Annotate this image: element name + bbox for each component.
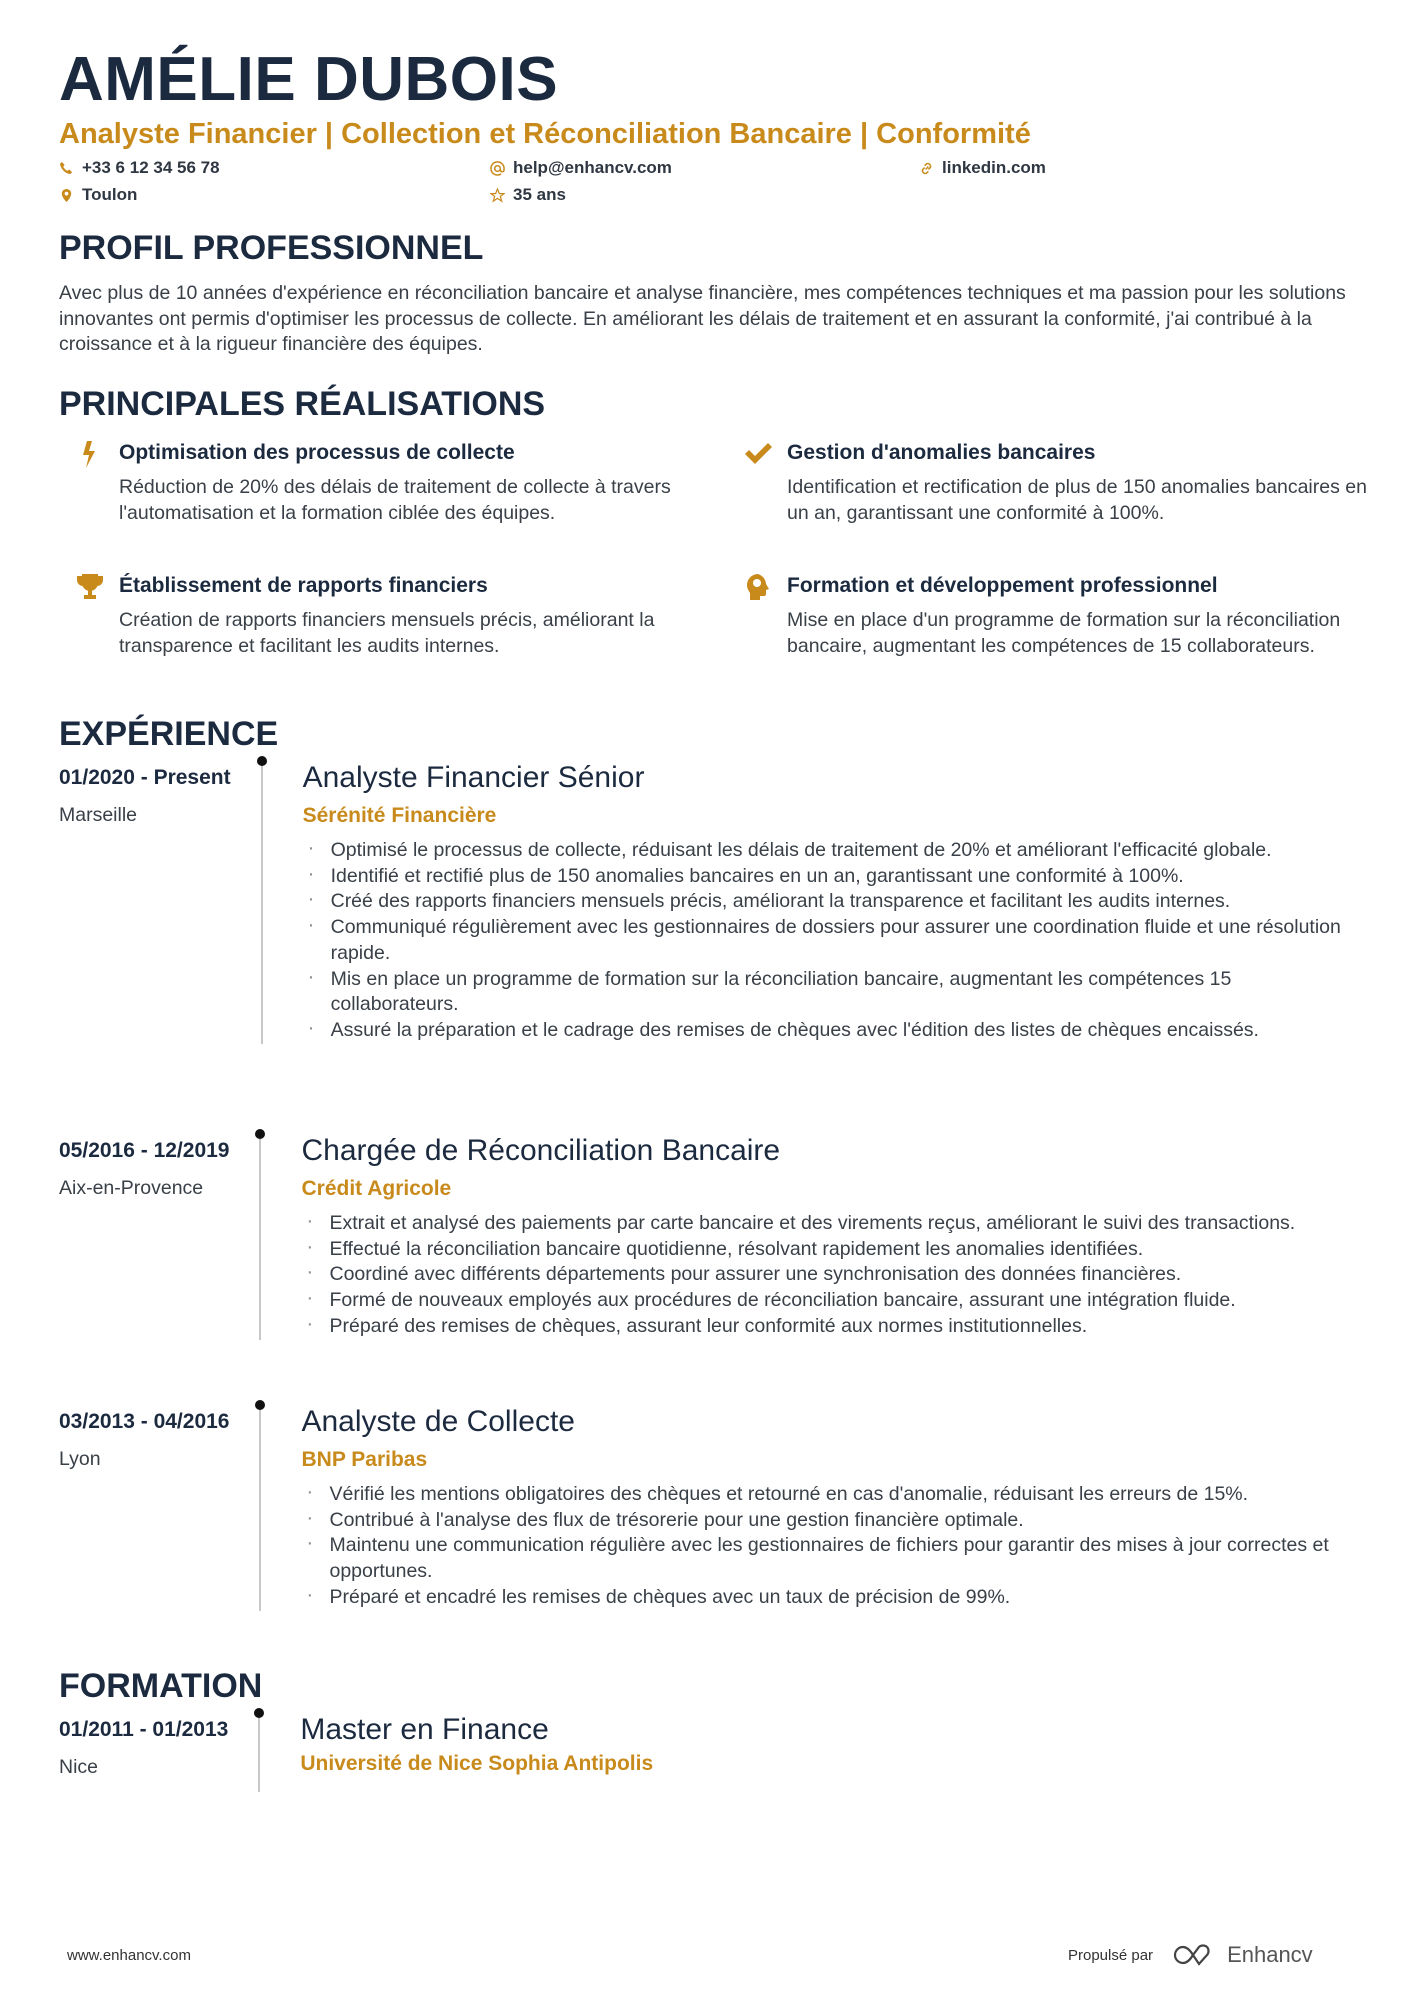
check-icon xyxy=(743,439,773,469)
enhancv-logo-text: Enhancv xyxy=(1227,1942,1313,1967)
headline: Analyste Financier | Collection et Réconciliation Bancaire | Conformité xyxy=(59,118,1031,150)
bullet-item: · Coordiné avec différents départements pour assurer une synchronisation des données financières. xyxy=(301,1262,1359,1288)
experience-date: 05/2016 - 12/2019 xyxy=(59,1139,230,1162)
bullet-item: · Mis en place un programme de formation sur la réconciliation bancaire, augmentant les compétences 15 collaborateurs. xyxy=(303,967,1359,1018)
achievement-item xyxy=(119,439,709,526)
experience-location: Marseille xyxy=(59,804,138,826)
experience-entry xyxy=(59,761,1359,1044)
achievement-title: Formation et développement professionnel xyxy=(787,574,1218,597)
achievement-desc: Mise en place d'un programme de formation sur la réconciliation bancaire, augmentant les compétences de 15 collaborateurs. xyxy=(787,609,1341,657)
enhancv-logo-icon xyxy=(1173,1943,1219,1967)
phone-text: +33 6 12 34 56 78 xyxy=(82,158,220,177)
location-text: Toulon xyxy=(82,185,138,204)
bullet-item: · Préparé des remises de chèques, assurant leur conformité aux normes institutionnelles. xyxy=(301,1314,1359,1340)
contact-phone xyxy=(59,158,220,178)
bullet-item: · Identifié et rectifié plus de 150 anomalies bancaires en un an, garantissant une conformité à 100%. xyxy=(303,864,1359,890)
bullet-item: · Effectué la réconciliation bancaire quotidienne, résolvant rapidement les anomalies identifiées. xyxy=(301,1237,1359,1263)
experience-entry xyxy=(59,1405,1359,1611)
job-title: Analyste de Collecte xyxy=(301,1405,575,1438)
bolt-icon xyxy=(75,439,105,469)
age-text: 35 ans xyxy=(513,185,566,204)
achievement-desc: Création de rapports financiers mensuels précis, améliorant la transparence et facilitant les audits internes. xyxy=(119,609,655,657)
email-text: help@enhancv.com xyxy=(513,158,672,177)
bullet-item: · Optimisé le processus de collecte, réduisant les délais de traitement de 20% et améliorant l'efficacité globale. xyxy=(303,838,1359,864)
company-name: Crédit Agricole xyxy=(301,1177,452,1200)
bullet-item: · Formé de nouveaux employés aux procédures de réconciliation bancaire, assurant une intégration fluide. xyxy=(301,1288,1359,1314)
star-icon xyxy=(490,188,505,203)
candidate-name: AMÉLIE DUBOIS xyxy=(59,45,559,114)
head-lightbulb-icon xyxy=(743,572,773,602)
bullet-item: · Communiqué régulièrement avec les gestionnaires de dossiers pour assurer une coordination fluide et une résolution rapide. xyxy=(303,915,1359,966)
footer-branding xyxy=(1068,1942,1313,1968)
achievement-desc: Identification et rectification de plus de 150 anomalies bancaires en un an, garantissant une conformité à 100%. xyxy=(787,476,1367,524)
education-location: Nice xyxy=(59,1756,99,1778)
education-entry xyxy=(59,1713,1359,1792)
achievement-title: Établissement de rapports financiers xyxy=(119,574,488,597)
section-title-profile: PROFIL PROFESSIONNEL xyxy=(59,229,484,267)
experience-bullets xyxy=(301,1211,1359,1340)
footer-website[interactable]: www.enhancv.com xyxy=(67,1947,191,1964)
contact-linkedin[interactable] xyxy=(919,158,1046,178)
bullet-item: · Assuré la préparation et le cadrage des remises de chèques avec l'édition des listes de chèques encaissés. xyxy=(303,1018,1359,1044)
experience-location: Aix-en-Provence xyxy=(59,1177,204,1199)
section-title-experience: EXPÉRIENCE xyxy=(59,715,279,753)
enhancv-logo[interactable] xyxy=(1173,1942,1313,1968)
timeline-line xyxy=(259,1137,261,1340)
achievement-item xyxy=(119,572,709,659)
experience-entry xyxy=(59,1134,1359,1340)
achievement-item xyxy=(787,439,1377,526)
experience-date: 03/2013 - 04/2016 xyxy=(59,1410,230,1433)
trophy-icon xyxy=(75,572,105,602)
timeline-line xyxy=(258,1716,260,1792)
contact-location xyxy=(59,185,137,205)
bullet-item: · Contribué à l'analyse des flux de trésorerie pour une gestion financière optimale. xyxy=(301,1508,1359,1534)
at-icon xyxy=(490,161,505,176)
contact-age xyxy=(490,185,566,205)
degree-title: Master en Finance xyxy=(300,1713,549,1746)
location-pin-icon xyxy=(59,188,74,203)
linkedin-text: linkedin.com xyxy=(942,158,1046,177)
phone-icon xyxy=(59,161,74,176)
timeline-line xyxy=(259,1408,261,1611)
company-name: BNP Paribas xyxy=(301,1448,428,1471)
school-name: Université de Nice Sophia Antipolis xyxy=(300,1752,654,1775)
education-date: 01/2011 - 01/2013 xyxy=(59,1718,229,1741)
experience-date: 01/2020 - Present xyxy=(59,766,231,789)
achievement-item xyxy=(787,572,1377,659)
profile-summary: Avec plus de 10 années d'expérience en réconciliation bancaire et analyse financière, mes compétences techniques et ma passion pour les solutions innovantes ont permis d'optimiser les processus de collecte. En améliorant les délais de traitement et en assurant la conformité, j'ai contribué à la croissance et à la rigueur financière des équipes. xyxy=(59,282,1346,356)
experience-bullets xyxy=(303,838,1359,1044)
bullet-item: · Extrait et analysé des paiements par carte bancaire et des virements reçus, améliorant le suivi des transactions. xyxy=(301,1211,1359,1237)
section-title-achievements: PRINCIPALES RÉALISATIONS xyxy=(59,385,546,423)
experience-location: Lyon xyxy=(59,1448,101,1470)
powered-by-text: Propulsé par xyxy=(1068,1946,1154,1964)
section-title-education: FORMATION xyxy=(59,1667,263,1705)
experience-bullets xyxy=(301,1482,1359,1611)
achievement-title: Gestion d'anomalies bancaires xyxy=(787,441,1096,464)
job-title: Chargée de Réconciliation Bancaire xyxy=(301,1134,781,1167)
achievement-title: Optimisation des processus de collecte xyxy=(119,441,515,464)
company-name: Sérénité Financière xyxy=(302,804,497,827)
job-title: Analyste Financier Sénior xyxy=(302,761,645,794)
bullet-item: · Préparé et encadré les remises de chèques avec un taux de précision de 99%. xyxy=(301,1585,1359,1611)
timeline-line xyxy=(261,764,263,1044)
achievement-desc: Réduction de 20% des délais de traitement de collecte à travers l'automatisation et la formation ciblée des équipes. xyxy=(119,476,671,524)
bullet-item: · Vérifié les mentions obligatoires des chèques et retourné en cas d'anomalie, réduisant les erreurs de 15%. xyxy=(301,1482,1359,1508)
bullet-item: · Maintenu une communication régulière avec les gestionnaires de fichiers pour garantir des mises à jour correctes et opportunes. xyxy=(301,1533,1359,1584)
contact-email[interactable] xyxy=(490,158,672,178)
bullet-item: · Créé des rapports financiers mensuels précis, améliorant la transparence et facilitant les audits internes. xyxy=(303,889,1359,915)
link-icon xyxy=(919,161,934,176)
